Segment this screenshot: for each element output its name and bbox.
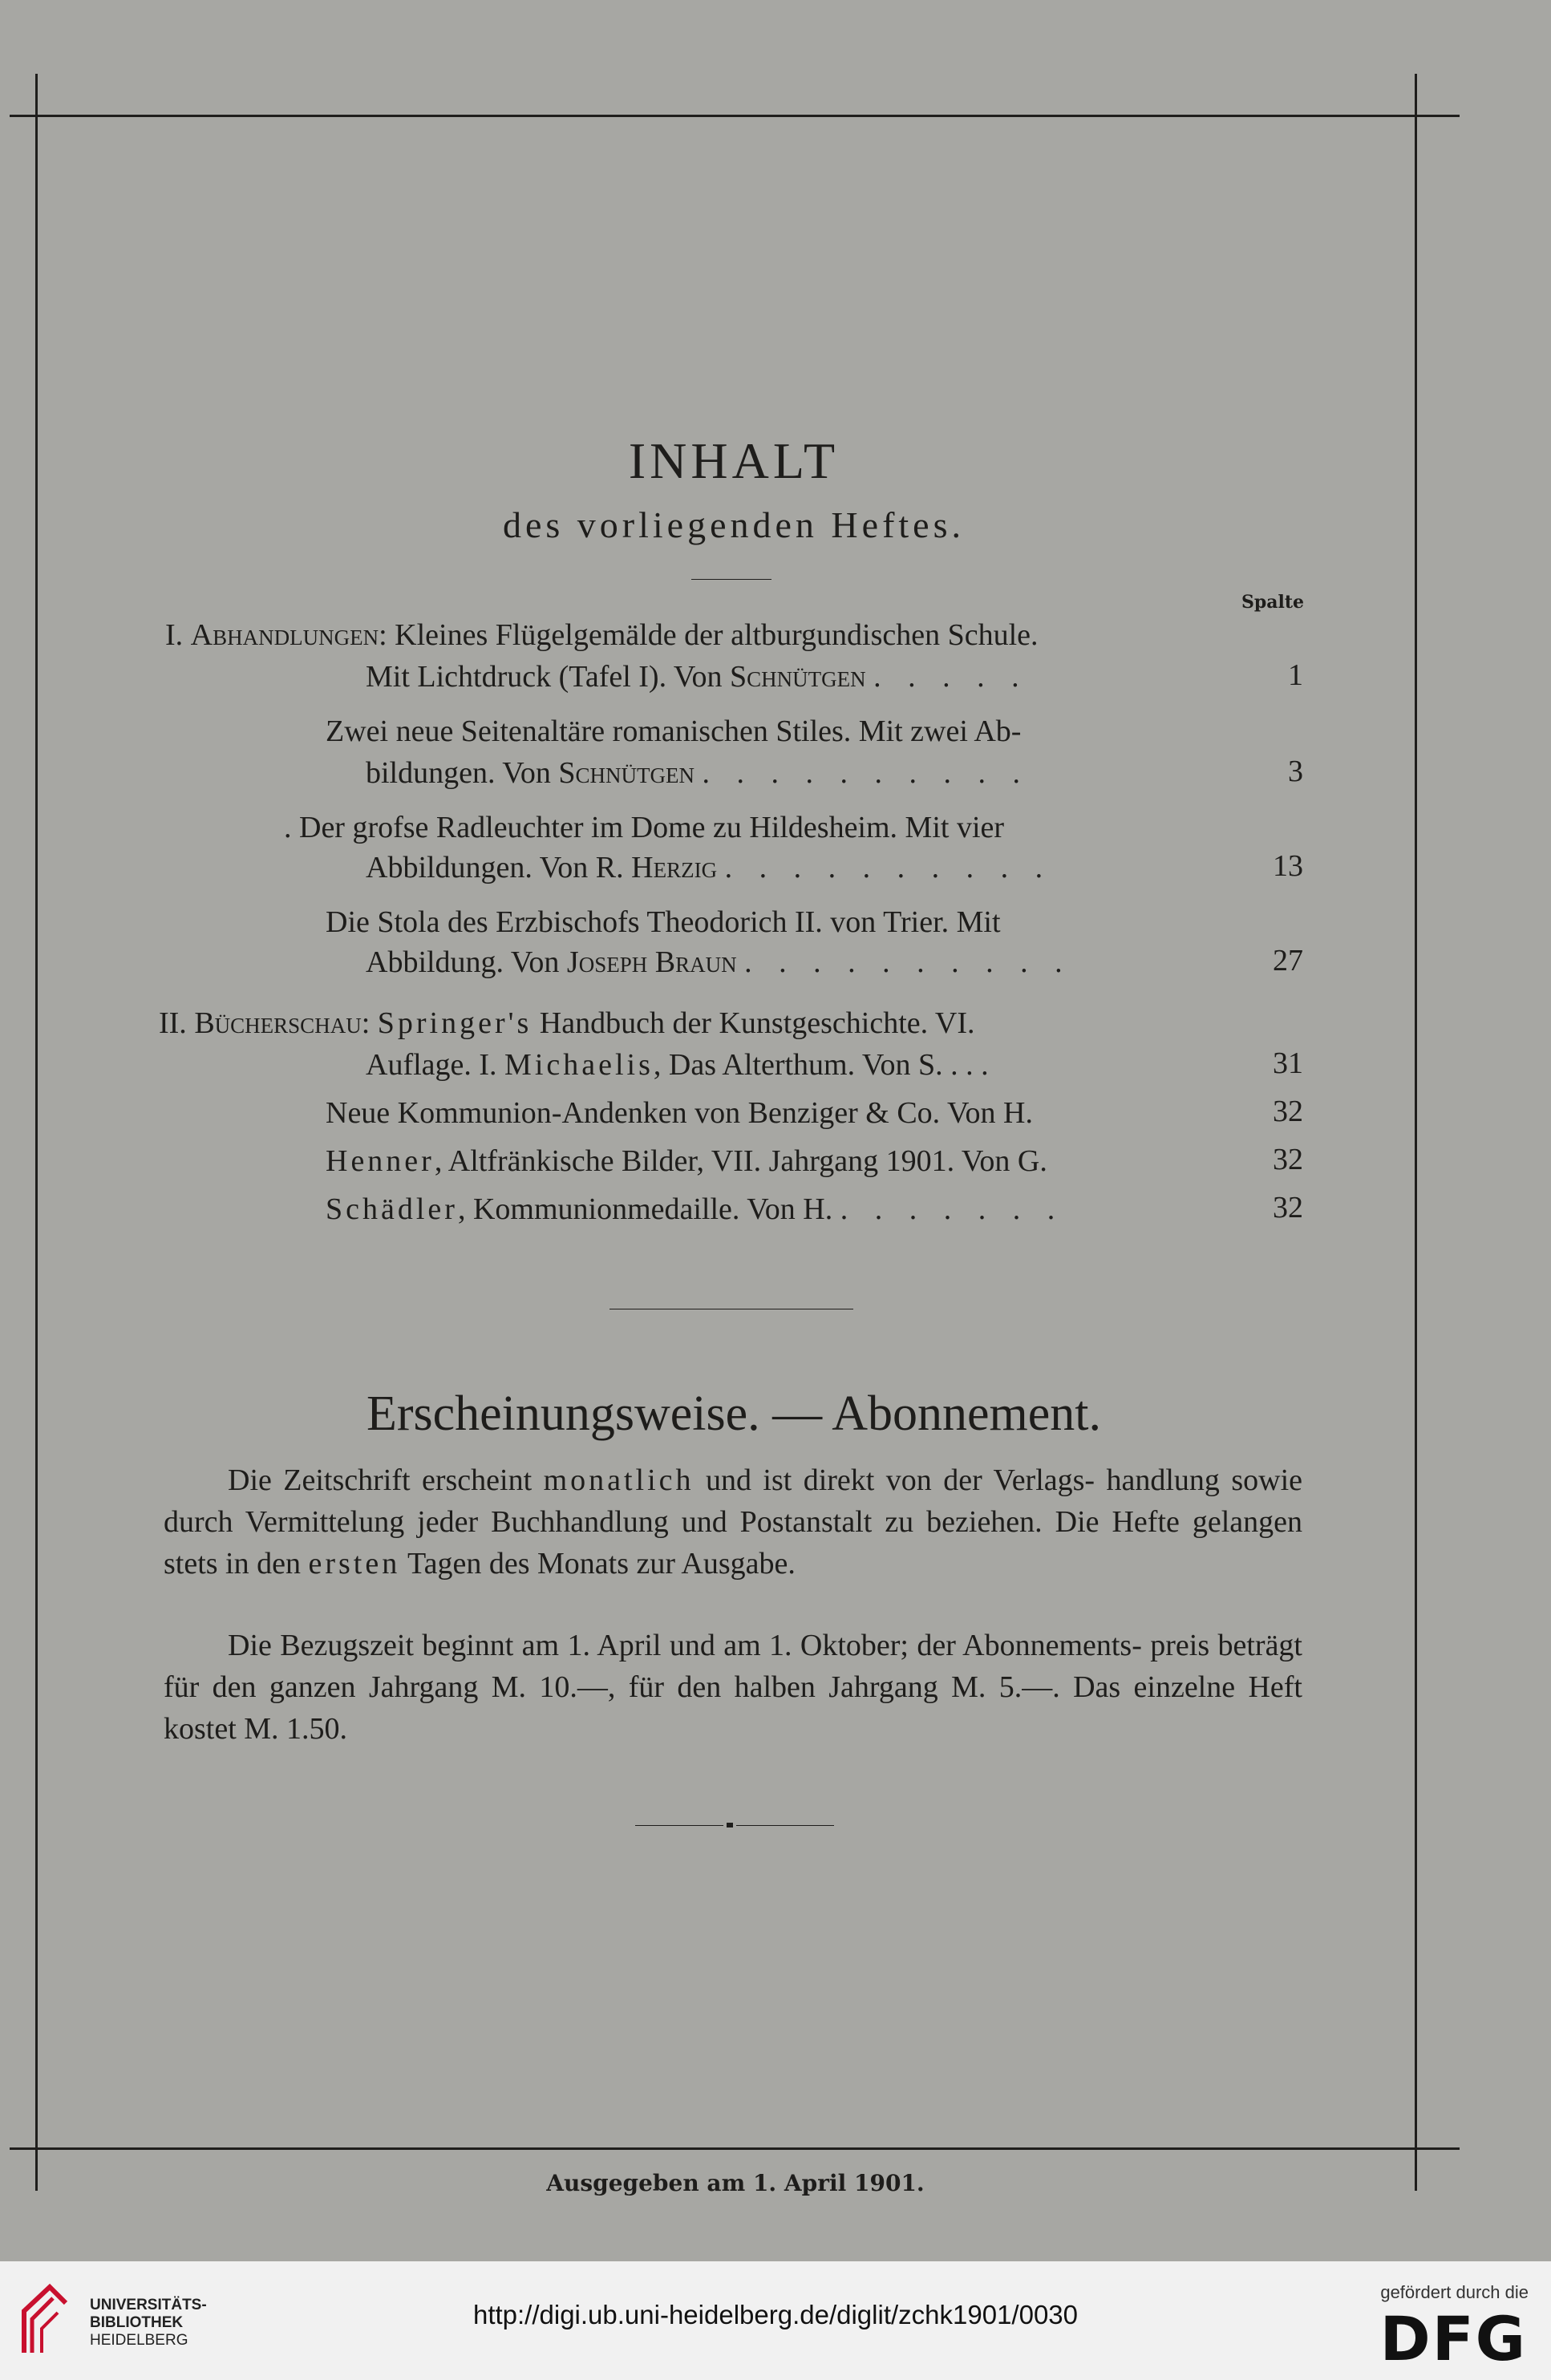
library-name: UNIVERSITÄTS- BIBLIOTHEK HEIDELBERG xyxy=(90,2297,207,2349)
frame-left-line xyxy=(35,74,38,2191)
toc-entry-8-page: 32 xyxy=(1273,1191,1303,1224)
toc-entry-5-page: 31 xyxy=(1273,1046,1303,1080)
toc-entry-6: Neue Kommunion-Andenken von Benziger & Co. Von H. xyxy=(326,1096,1033,1130)
frame-top-line xyxy=(10,115,1460,117)
page-subtitle: des vorliegenden Heftes. xyxy=(502,504,965,545)
toc-entry-4-page: 27 xyxy=(1273,944,1303,978)
toc-entry-3-line1: . Der grofse Radleuchter im Dome zu Hildesheim. Mit vier xyxy=(284,811,1005,844)
funded-by-label: gefördert durch die xyxy=(1380,2282,1529,2302)
toc-entry-2-page: 3 xyxy=(1288,755,1303,788)
toc-entry-3-line2: Abbildungen. Von R. Herzig . . . . . . . . . . xyxy=(366,851,1053,884)
toc-entry-4-line2: Abbildung. Von Joseph Braun . . . . . . . . . . xyxy=(366,945,1072,979)
title-divider xyxy=(691,579,771,580)
page-title: INHALT xyxy=(628,432,840,489)
toc-entry-2-line2: bildungen. Von Schnütgen . . . . . . . . . . xyxy=(366,756,1030,790)
frame-bottom-line xyxy=(10,2147,1460,2150)
toc-entry-3-page: 13 xyxy=(1273,849,1303,883)
dfg-logo: DFG xyxy=(1379,2303,1527,2374)
toc-entry-1-line1: I. Abhandlungen: Kleines Flügelgemälde der altburgundischen Schule. xyxy=(165,618,1039,652)
toc-entry-5-line1: II. Bücherschau: Springer's Handbuch der Kunstgeschichte. VI. xyxy=(159,1006,975,1040)
subscription-paragraph-1: Die Zeitschrift erscheint monatlich und ist direkt von der Verlags- handlung sowie durch Vermittelung jeder Buchhandlung und Postanstalt zu beziehen. Die Hefte gelangen stets in den ersten Tagen des Monats zur Ausgabe. xyxy=(164,1463,1303,1581)
toc-entry-6-page: 32 xyxy=(1273,1095,1303,1128)
toc-entry-1-line2: Mit Lichtdruck (Tafel I). Von Schnütgen . . . . . xyxy=(366,660,1029,694)
end-ornament-right xyxy=(736,1825,834,1826)
toc-entry-4-line1: Die Stola des Erzbischofs Theodorich II. von Trier. Mit xyxy=(326,905,1001,939)
frame-right-line xyxy=(1415,74,1417,2191)
toc-entry-2-line1: Zwei neue Seitenaltäre romanischen Stiles. Mit zwei Ab- xyxy=(326,714,1022,748)
toc-entry-7-page: 32 xyxy=(1273,1143,1303,1176)
subscription-paragraph-2: Die Bezugszeit beginnt am 1. April und am 1. Oktober; der Abonnements- preis beträgt für den ganzen Jahrgang M. 10.—, für den halben Jahrgang M. 5.—. Das einzelne Heft kostet M. 1.50. xyxy=(164,1629,1302,1746)
toc-entry-1-page: 1 xyxy=(1288,658,1303,692)
end-ornament-left xyxy=(635,1825,723,1826)
toc-entry-8: Schädler, Kommunionmedaille. Von H. . . . . . . . xyxy=(326,1192,1065,1226)
toc-entry-5-line2: Auflage. I. Michaelis, Das Alterthum. Von S. . . . xyxy=(366,1048,989,1082)
source-url-link[interactable]: http://digi.ub.uni-heidelberg.de/diglit/zchk1901/0030 xyxy=(472,2300,1079,2329)
toc-entry-7: Henner, Altfränkische Bilder, VII. Jahrgang 1901. Von G. xyxy=(326,1144,1047,1178)
issue-date: Ausgegeben am 1. April 1901. xyxy=(546,2170,925,2196)
subscription-title: Erscheinungsweise. — Abonnement. xyxy=(366,1386,1102,1441)
end-ornament-center xyxy=(727,1823,733,1828)
column-label: Spalte xyxy=(1241,592,1305,613)
